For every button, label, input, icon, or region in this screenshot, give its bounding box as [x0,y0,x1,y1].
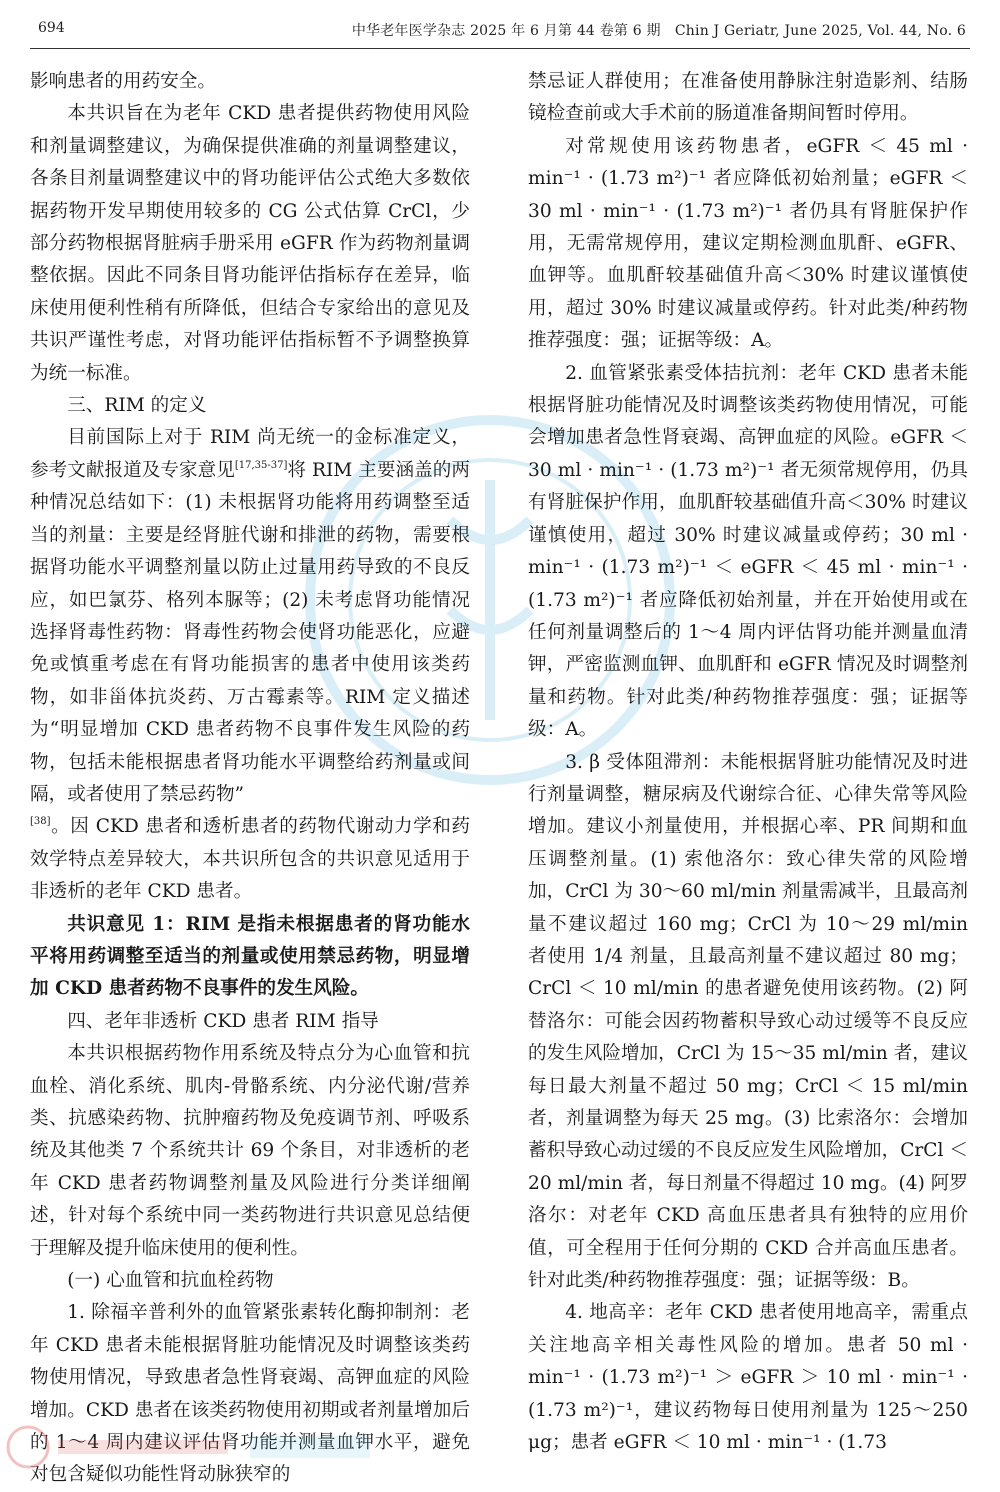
paragraph: 2. 血管紧张素受体拮抗剂：老年 CKD 患者未能根据肾脏功能情况及时调整该类药物使用情况，可能会增加患者急性肾衰竭、高钾血症的风险。eGFR ＜ 30 ml · min⁻¹ · (1.73 m²)⁻¹ 者无须常规停用，仍具有肾脏保护作用，血肌酐较基础值升高＜30% 时建议谨慎使用，超过 30% 时建议减量或停药；30 ml · min⁻¹ · (1.73 m²)⁻¹ ＜ eGFR ＜ 45 ml · min⁻¹ · (1.73 m²)⁻¹ 者应降低初始剂量，并在开始使用或在任何剂量调整后的 1～4 周内评估肾功能并测量血清钾，严密监测血钾、血肌酐和 eGFR 情况及时调整剂量和药物。针对此类/种药物推荐强度：强；证据等级：A。 [528,362,968,741]
paragraph [30,811,470,908]
section-heading: 三、RIM 的定义 [67,395,207,417]
header-rule [30,48,970,49]
paragraph: 1. 除福辛普利外的血管紧张素转化酶抑制剂：老年 CKD 患者未能根据肾脏功能情况及时调整该类药物使用情况，导致患者急性肾衰竭、高钾血症的风险增加。CKD 患者在该类药物使用初期或者剂量增加后的 1～4 周内建议评估肾功能并测量血钾水平，避免对包含疑似功能性肾动脉狭窄的 [30,1302,470,1486]
paragraph: 本共识旨在为老年 CKD 患者提供药物使用风险和剂量调整建议，为确保提供准确的剂量调整建议，各条目剂量调整建议中的肾功能评估公式绝大多数依据药物开发早期使用较多的 CG 公式估算 CrCl，少部分药物根据肾脏病手册采用 eGFR 作为药物剂量调整依据。因此不同条目肾功能评估指标存在差异，临床使用便利性稍有所降低，但结合专家给出的意见及共识严谨性考虑，对肾功能评估指标暂不予调整换算为统一标准。 [30,103,470,384]
paragraph: 3. β 受体阻滞剂：未能根据肾脏功能情况及时进行剂量调整，糖尿病及代谢综合征、心律失常等风险增加。建议小剂量使用，并根据心率、PR 间期和血压调整剂量。(1) 索他洛尔：致心律失常的风险增加，CrCl 为 30～60 ml/min 剂量需减半，且最高剂量不建议超过 160 mg；CrCl 为 10～29 ml/min 者使用 1/4 剂量，且最高剂量不建议超过 80 mg；CrCl ＜ 10 ml/min 的患者避免使用该药物。(2) 阿替洛尔：可能会因药物蓄积导致心动过缓等不良反应的发生风险增加，CrCl 为 15～35 ml/min 者，建议每日最大剂量不超过 50 mg；CrCl ＜ 15 ml/min 者，剂量调整为每天 25 mg。(3) 比索洛尔：会增加蓄积导致心动过缓的不良反应发生风险增加，CrCl ＜ 20 ml/min 者，每日剂量不得超过 10 mg。(4) 阿罗洛尔：对老年 CKD 高血压患者具有独特的应用价值，可全程用于任何分期的 CKD 合并高血压患者。针对此类/种药物推荐强度：强；证据等级：B。 [528,751,968,1292]
right-column [528,66,968,1459]
paragraph [30,422,470,811]
running-header [0,0,1000,52]
citation-ref: [38] [30,816,51,828]
section-heading: 四、老年非透析 CKD 患者 RIM 指导 [67,1010,379,1032]
paragraph: 影响患者的用药安全。 [30,71,216,92]
paragraph-text: 。因 CKD 患者和透析患者的药物代谢动力学和药效学特点差异较大，本共识所包含的共识意见适用于非透析的老年 CKD 患者。 [30,816,470,903]
page-number: 694 [38,20,65,36]
publisher-logo-icon [0,1418,520,1476]
consensus-statement: 共识意见 1：RIM 是指未根据患者的肾功能水平将用药调整至适当的剂量或使用禁忌药物，明显增加 CKD 患者药物不良事件的发生风险。 [30,913,470,1000]
citation-ref: [17,35-37] [234,459,288,471]
journal-citation: 中华老年医学杂志 2025 年 6 月第 44 卷第 6 期 Chin J Geriatr, June 2025, Vol. 44, No. 6 [351,23,966,39]
left-column [30,66,470,1492]
paragraph-text: 将 RIM 主要涵盖的两种情况总结如下：(1) 未根据肾功能将用药调整至适当的剂量：主要是经肾脏代谢和排泄的药物，需要根据肾功能水平调整剂量以防止过量用药导致的不良反应，如巴氯芬、格列本脲等；(2) 未考虑肾功能情况选择肾毒性药物：肾毒性药物会使肾功能恶化，应避免或慎重考虑在有肾功能损害的患者中使用该类药物，如非甾体抗炎药、万古霉素等。RIM 定义描述为“明显增加 CKD 患者药物不良事件发生风险的药物，包括未能根据患者肾功能水平调整给药剂量或间隔，或者使用了禁忌药物” [30,459,470,805]
subsection-heading: (一) 心血管和抗血栓药物 [67,1270,274,1292]
paragraph: 禁忌证人群使用；在准备使用静脉注射造影剂、结肠镜检查前或大手术前的肠道准备期间暂时停用。 [528,71,968,125]
paragraph: 对常规使用该药物患者，eGFR ＜ 45 ml · min⁻¹ · (1.73 m²)⁻¹ 者应降低初始剂量；eGFR ＜ 30 ml · min⁻¹ · (1.73 m²)⁻¹ 者仍具有肾脏保护作用，无需常规停用，建议定期检测血肌酐、eGFR、血钾等。血肌酐较基础值升高＜30% 时建议谨慎使用，超过 30% 时建议减量或停药。针对此类/种药物推荐强度：强；证据等级：A。 [528,135,968,352]
paragraph: 本共识根据药物作用系统及特点分为心血管和抗血栓、消化系统、肌肉-骨骼系统、内分泌代谢/营养类、抗感染药物、抗肿瘤药物及免疫调节剂、呼吸系统及其他类 7 个系统共计 69 个条目，对非透析的老年 CKD 患者药物调整剂量及风险进行分类详细阐述，针对每个系统中同一类药物进行共识意见总结便于理解及提升临床使用的便利性。 [30,1043,470,1259]
paragraph: 4. 地高辛：老年 CKD 患者使用地高辛，需重点关注地高辛相关毒性风险的增加。患者 50 ml · min⁻¹ · (1.73 m²)⁻¹ ＞ eGFR ＞ 10 ml · min⁻¹ · (1.73 m²)⁻¹，建议药物每日使用剂量为 125～250 μg；患者 eGFR ＜ 10 ml · min⁻¹ · (1.73 [528,1302,968,1454]
paragraph-text: 目前国际上对于 RIM 尚无统一的金标准定义，参考文献报道及专家意见 [30,427,470,481]
